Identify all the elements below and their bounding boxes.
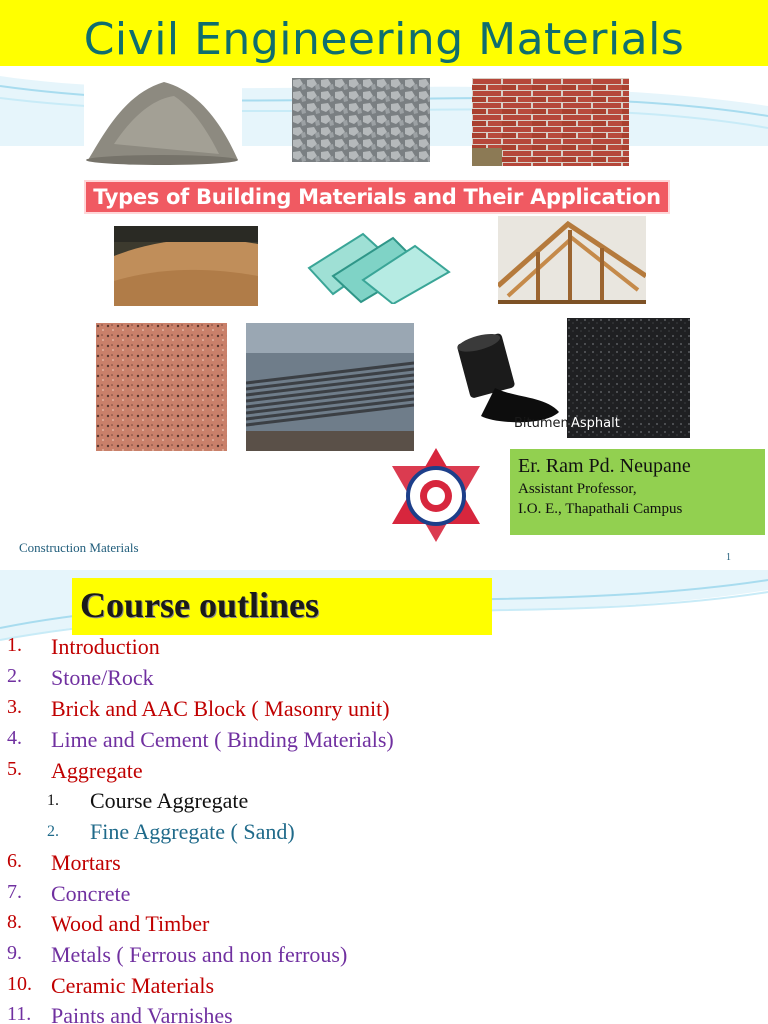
item-number: 1. — [7, 634, 22, 656]
slide-title: Civil Engineering Materials — [83, 14, 685, 65]
item-text: Aggregate — [51, 758, 143, 783]
author-affiliation: I.O. E., Thapathali Campus — [518, 501, 683, 517]
item-number: 4. — [7, 727, 22, 749]
outline-heading: Course outlines — [80, 585, 320, 625]
item-text: Metals ( Ferrous and non ferrous) — [51, 942, 348, 967]
footer-label: Construction Materials — [19, 540, 139, 555]
steel-rebar-image — [246, 323, 414, 451]
author-name: Er. Ram Pd. Neupane — [518, 455, 691, 477]
gravel-image — [292, 78, 430, 162]
asphalt-caption: Asphalt — [571, 416, 620, 431]
item-text: Lime and Cement ( Binding Materials) — [51, 727, 394, 752]
course-outline-slide — [0, 570, 768, 1024]
timber-roof-image — [498, 216, 646, 304]
item-number: 7. — [7, 881, 22, 903]
university-logo — [390, 446, 482, 544]
author-box — [510, 449, 765, 535]
sand-image — [114, 226, 258, 306]
item-number: 2. — [47, 823, 59, 840]
item-text: Fine Aggregate ( Sand) — [90, 819, 295, 844]
item-text: Paints and Varnishes — [51, 1003, 233, 1024]
item-number: 3. — [7, 696, 22, 718]
item-text: Ceramic Materials — [51, 973, 215, 998]
item-number: 6. — [7, 850, 22, 872]
page-number: 1 — [726, 552, 731, 563]
item-number: 5. — [7, 758, 22, 780]
item-number: 10. — [7, 973, 32, 995]
brick-wall-image — [472, 78, 629, 166]
item-number: 8. — [7, 911, 22, 933]
item-text: Mortars — [51, 850, 121, 875]
granite-image — [96, 323, 227, 451]
item-text: Introduction — [51, 634, 160, 659]
item-text: Course Aggregate — [90, 788, 249, 813]
author-role: Assistant Professor, — [518, 481, 637, 497]
item-number: 2. — [7, 665, 22, 687]
item-text: Stone/Rock — [51, 665, 154, 690]
bitumen-barrel-image — [455, 328, 565, 428]
glass-sheets-image — [303, 228, 451, 304]
item-text: Concrete — [51, 881, 131, 906]
item-number: 1. — [47, 792, 59, 809]
cement-image — [84, 74, 242, 166]
item-number: 11. — [7, 1003, 32, 1024]
banner-text: Types of Building Materials and Their Application — [93, 185, 661, 209]
item-text: Brick and AAC Block ( Masonry unit) — [51, 696, 390, 721]
materials-banner — [84, 180, 670, 214]
item-number: 9. — [7, 942, 22, 964]
bitumen-caption: Bitumen — [514, 416, 569, 431]
item-text: Wood and Timber — [51, 911, 210, 936]
